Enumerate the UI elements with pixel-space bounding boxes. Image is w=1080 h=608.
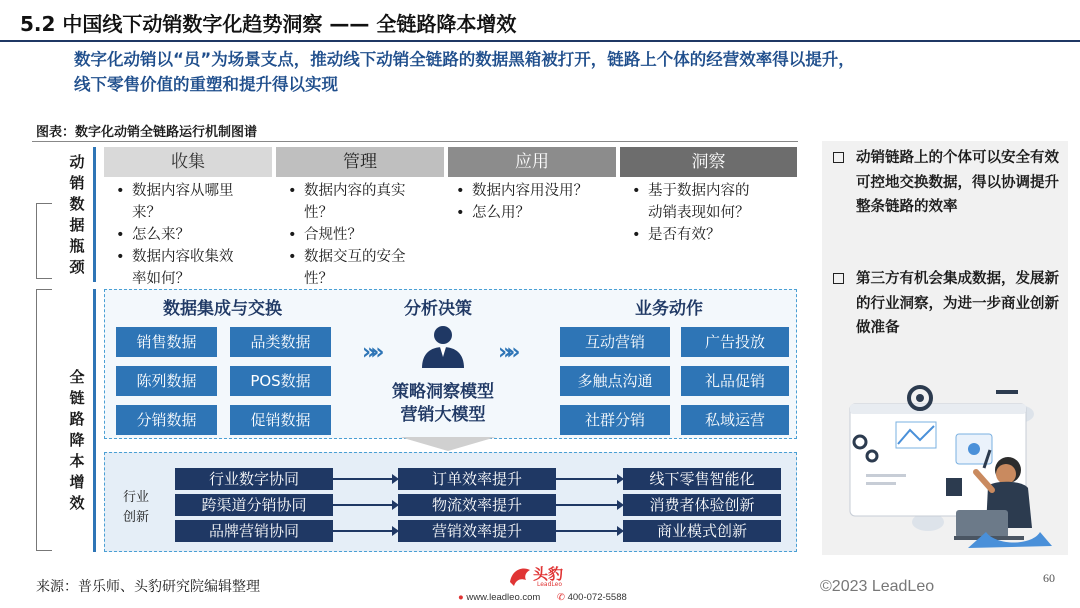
phase-list-insight: [628, 180, 798, 246]
down-connector: [400, 437, 496, 451]
action-chip-multitouch: 多触点沟通: [560, 366, 670, 396]
list-item-text: 性？: [304, 271, 333, 287]
arrow-connector: [333, 530, 397, 532]
synergy-chip: 跨渠道分销协同: [175, 494, 333, 516]
checkbox-icon: [833, 273, 844, 284]
action-chip-private: 私域运营: [681, 405, 789, 435]
cost-reduction-bracket: [36, 289, 52, 551]
data-chip-promotion: 促销数据: [230, 405, 331, 435]
cost-reduction-char: 全: [69, 368, 85, 386]
page-subtitle: [74, 47, 1064, 97]
marketing-model-label: 营销大模型: [400, 405, 486, 425]
arrow-right-icon: »»: [362, 340, 379, 365]
list-item-text: 率如何？: [132, 271, 190, 287]
phase-header-apply: 应用: [448, 147, 616, 177]
side-note-text: 第三方有机会集成数据，发展新的行业洞察，为进一步商业创新做准备: [856, 271, 1059, 336]
side-note: [832, 267, 1062, 341]
action-chip-community: 社群分销: [560, 405, 670, 435]
innovation-chip: 线下零售智能化: [623, 468, 781, 490]
phone-text: [557, 592, 627, 603]
bottleneck-char: 颈: [69, 258, 85, 276]
list-item: [284, 246, 446, 290]
data-chip-sales: 销售数据: [116, 327, 217, 357]
bottleneck-char: 数: [69, 195, 85, 213]
arrow-connector: [556, 478, 622, 480]
bottleneck-char: 据: [69, 216, 85, 234]
phone-icon: ✆: [557, 592, 568, 603]
list-item-text: • 数据内容用没用？: [472, 183, 588, 199]
arrow-connector: [556, 504, 622, 506]
phase-header-insight: 洞察: [620, 147, 797, 177]
website-text[interactable]: [458, 592, 540, 603]
arrow-connector: [333, 478, 397, 480]
synergy-chip: 行业数字协同: [175, 468, 333, 490]
phone-number: 400-072-5588: [567, 592, 627, 603]
action-chip-interactive: 互动营销: [560, 327, 670, 357]
bottleneck-char: 动: [69, 153, 85, 171]
efficiency-chip: 营销效率提升: [398, 520, 556, 542]
cost-reduction-char: 效: [69, 494, 85, 512]
list-item-text: • 基于数据内容的: [648, 183, 750, 199]
list-item-text: • 数据内容的真实: [304, 183, 406, 199]
list-item: [628, 224, 798, 246]
data-chip-distribution: 分销数据: [116, 405, 217, 435]
phase-list-apply: [452, 180, 630, 224]
list-item: [112, 246, 274, 290]
label-line: 创新: [122, 510, 149, 525]
list-item-text: 来？: [132, 205, 161, 221]
cost-reduction-label: [67, 367, 87, 514]
person-icon: [418, 324, 468, 370]
phase-list-manage: [284, 180, 446, 290]
phase-header-collect: 收集: [104, 147, 272, 177]
list-item-text: • 数据交互的安全: [304, 249, 406, 265]
decision-title: 分析决策: [404, 299, 472, 319]
phase-list-collect: [112, 180, 274, 290]
list-item: [628, 180, 798, 224]
title-bar: [0, 0, 1080, 42]
cost-reduction-accent-line: [93, 289, 96, 552]
bottleneck-accent-line: [93, 147, 96, 282]
cost-reduction-char: 降: [69, 431, 85, 449]
data-chip-pos: POS数据: [230, 366, 331, 396]
website-link[interactable]: www.leadleo.com: [466, 592, 541, 603]
list-item: [452, 202, 630, 224]
data-chip-category: 品类数据: [230, 327, 331, 357]
list-item-text: 动销表现如何？: [648, 205, 750, 221]
checkbox-icon: [833, 152, 844, 163]
list-item-text: • 数据内容收集效: [132, 249, 234, 265]
list-item-text: • 合规性？: [304, 227, 362, 243]
list-item-text: • 数据内容从哪里: [132, 183, 234, 199]
cost-reduction-char: 链: [69, 389, 85, 407]
cost-reduction-char: 增: [69, 473, 85, 491]
side-note: [832, 146, 1062, 220]
copyright: ©2023 LeadLeo: [820, 578, 935, 595]
synergy-chip: 品牌营销协同: [175, 520, 333, 542]
strategy-model-label: 策略洞察模型: [392, 382, 494, 402]
label-line: 行业: [122, 490, 149, 505]
page-number: 60: [1043, 571, 1055, 585]
cost-reduction-char: 本: [69, 452, 85, 470]
model-text: [370, 381, 516, 427]
bottleneck-label: [67, 152, 87, 278]
figure-divider: [32, 141, 798, 142]
subtitle-line-1: 数字化动销以“员”为场景支点，推动线下动销全链路的数据黑箱被打开，链路上个体的经营效率得以提升，: [74, 50, 855, 69]
list-item-text: • 怎么用？: [472, 205, 530, 221]
efficiency-chip: 订单效率提升: [398, 468, 556, 490]
innovation-chip: 商业模式创新: [623, 520, 781, 542]
list-item-text: • 是否有效？: [648, 227, 721, 243]
side-note-text: 动销链路上的个体可以安全有效可控地交换数据，得以协调提升整条链路的效率: [856, 150, 1059, 215]
arrow-connector: [333, 504, 397, 506]
efficiency-chip: 物流效率提升: [398, 494, 556, 516]
list-item-text: 性？: [304, 205, 333, 221]
action-chip-ads: 广告投放: [681, 327, 789, 357]
figure-title: 图表：数字化动销全链路运行机制图谱: [36, 125, 258, 140]
analyst-illustration: [836, 382, 1064, 554]
data-chip-display: 陈列数据: [116, 366, 217, 396]
business-title: 业务动作: [635, 299, 703, 319]
list-item: [112, 224, 274, 246]
list-item: [112, 180, 274, 224]
list-item: [284, 180, 446, 224]
globe-icon: ●: [458, 592, 467, 603]
page-title: 5.2 中国线下动销数字化趋势洞察 —— 全链路降本增效: [20, 12, 517, 36]
cost-reduction-char: 路: [69, 410, 85, 428]
arrow-right-icon: »»: [498, 340, 515, 365]
source-note: 来源：普乐师、头豹研究院编辑整理: [36, 579, 260, 595]
list-item: [284, 224, 446, 246]
list-item: [452, 180, 630, 202]
arrow-connector: [556, 530, 622, 532]
industry-innovation-label: [118, 488, 154, 528]
title-divider: [0, 40, 1080, 42]
list-item-text: • 怎么来？: [132, 227, 190, 243]
phase-header-manage: 管理: [276, 147, 444, 177]
bottleneck-char: 销: [69, 174, 85, 192]
bottleneck-bracket: [36, 203, 52, 279]
logo-brand-cn: 头豹: [533, 565, 564, 583]
bottleneck-char: 瓶: [69, 237, 85, 255]
subtitle-line-2: 线下零售价值的重塑和提升得以实现: [74, 75, 338, 94]
innovation-chip: 消费者体验创新: [623, 494, 781, 516]
action-chip-gift: 礼品促销: [681, 366, 789, 396]
integration-title: 数据集成与交换: [163, 299, 282, 319]
logo-brand-en: LeadLeo: [537, 581, 563, 588]
